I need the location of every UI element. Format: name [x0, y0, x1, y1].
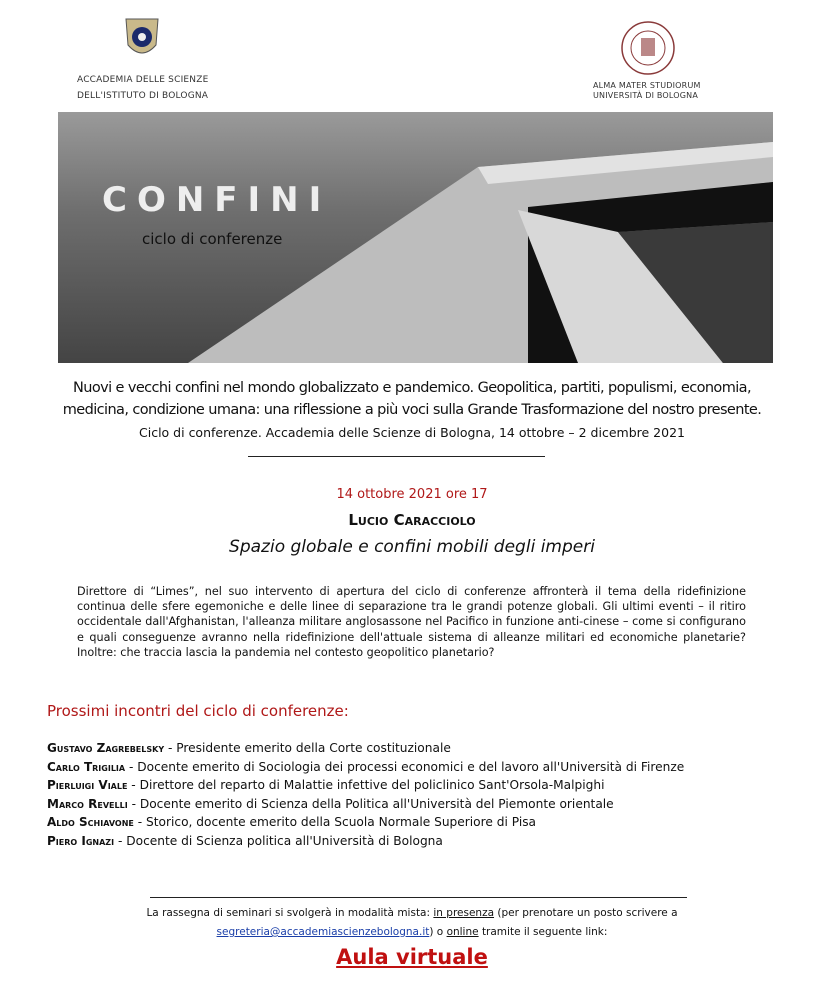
footer-text: ) o [429, 926, 444, 938]
footer-text: (per prenotare un posto scrivere a [497, 907, 678, 919]
footer-text: La rassegna di seminari si svolgerà in modalità mista: [146, 907, 431, 919]
banner-title: CONFINI [102, 180, 332, 220]
unibo-name-1: ALMA MATER STUDIORUM [593, 81, 701, 90]
speaker-role: - Docente emerito di Sociologia dei processi economici e del lavoro all'Università di Firenze [128, 759, 685, 774]
in-presenza-text: in presenza [433, 907, 495, 919]
accademia-logo [122, 15, 162, 61]
speaker-name: Marco Revelli [47, 796, 128, 811]
footer-divider [150, 897, 687, 898]
speaker-list [47, 739, 684, 851]
banner-photo [58, 112, 773, 363]
speaker-role: - Docente di Scienza politica all'Università di Bologna [117, 833, 443, 848]
speaker-name: Piero Ignazi [47, 833, 115, 848]
speaker-role: - Docente emerito di Scienza della Politica all'Università del Piemonte orientale [131, 796, 614, 811]
speaker-role: - Storico, docente emerito della Scuola Normale Superiore di Pisa [137, 815, 537, 830]
event-speaker: Lucio Caracciolo [348, 511, 476, 529]
speaker-item [47, 832, 684, 851]
intro-line-1: Nuovi e vecchi confini nel mondo globalizzato e pandemico. Geopolitica, partiti, populismi, economia, [73, 380, 751, 396]
email-link[interactable]: segreteria@accademiascienzebologna.it [216, 926, 430, 938]
footer-line-1 [0, 907, 824, 919]
speaker-name: Aldo Schiavone [47, 815, 134, 830]
unibo-name-2: UNIVERSITÀ DI BOLOGNA [593, 91, 699, 100]
intro-line-3: Ciclo di conferenze. Accademia delle Scienze di Bologna, 14 ottobre – 2 dicembre 2021 [139, 425, 685, 440]
event-title: Spazio globale e confini mobili degli imperi [229, 537, 595, 557]
online-text: online [446, 926, 479, 938]
speaker-name: Gustavo Zagrebelsky [47, 741, 165, 755]
speaker-name: Carlo Trigilia [47, 759, 126, 774]
intro-line-2: medicina, condizione umana: una riflessione a più voci sulla Grande Trasformazione del nostro presente. [62, 402, 762, 418]
divider [248, 456, 545, 457]
footer-line-2 [0, 926, 824, 938]
speaker-item [47, 739, 684, 758]
aula-virtuale-link[interactable]: Aula virtuale [336, 945, 488, 969]
footer-text: tramite il seguente link: [481, 926, 608, 938]
speaker-role: - Direttore del reparto di Malattie infettive del policlinico Sant'Orsola-Malpighi [131, 778, 605, 793]
accademia-name-2: DELL'ISTITUTO DI BOLOGNA [77, 91, 209, 101]
speaker-item [47, 795, 684, 814]
banner-subtitle: ciclo di conferenze [142, 230, 283, 248]
speaker-item [47, 776, 684, 795]
accademia-name-1: ACCADEMIA DELLE SCIENZE [77, 75, 209, 85]
unibo-seal-logo [620, 20, 676, 76]
speaker-name: Pierluigi Viale [47, 778, 128, 793]
event-date: 14 ottobre 2021 ore 17 [336, 487, 488, 502]
speaker-item [47, 813, 684, 832]
speaker-item [47, 758, 684, 777]
speaker-role: - Presidente emerito della Corte costituzionale [168, 741, 451, 755]
event-description: Direttore di “Limes”, nel suo intervento di apertura del ciclo di conferenze affronterà il tema della ridefinizione continua delle sfere egemoniche e delle linee di separazione tra le grandi potenze globali. Gli ultimi eventi – il ritiro occidentale dall'Afghanistan, l'alleanza militare anglosassone nel Pacifico in funzione anti-cinese – come si configurano e quali conseguenze avranno nella ridefinizione dell'attuale sistema di alleanze militari ed economiche planetarie? Inoltre: che traccia lascia la pandemia nel contesto geopolitico planetario? [77, 585, 746, 659]
upcoming-heading: Prossimi incontri del ciclo di conferenze: [47, 702, 349, 720]
